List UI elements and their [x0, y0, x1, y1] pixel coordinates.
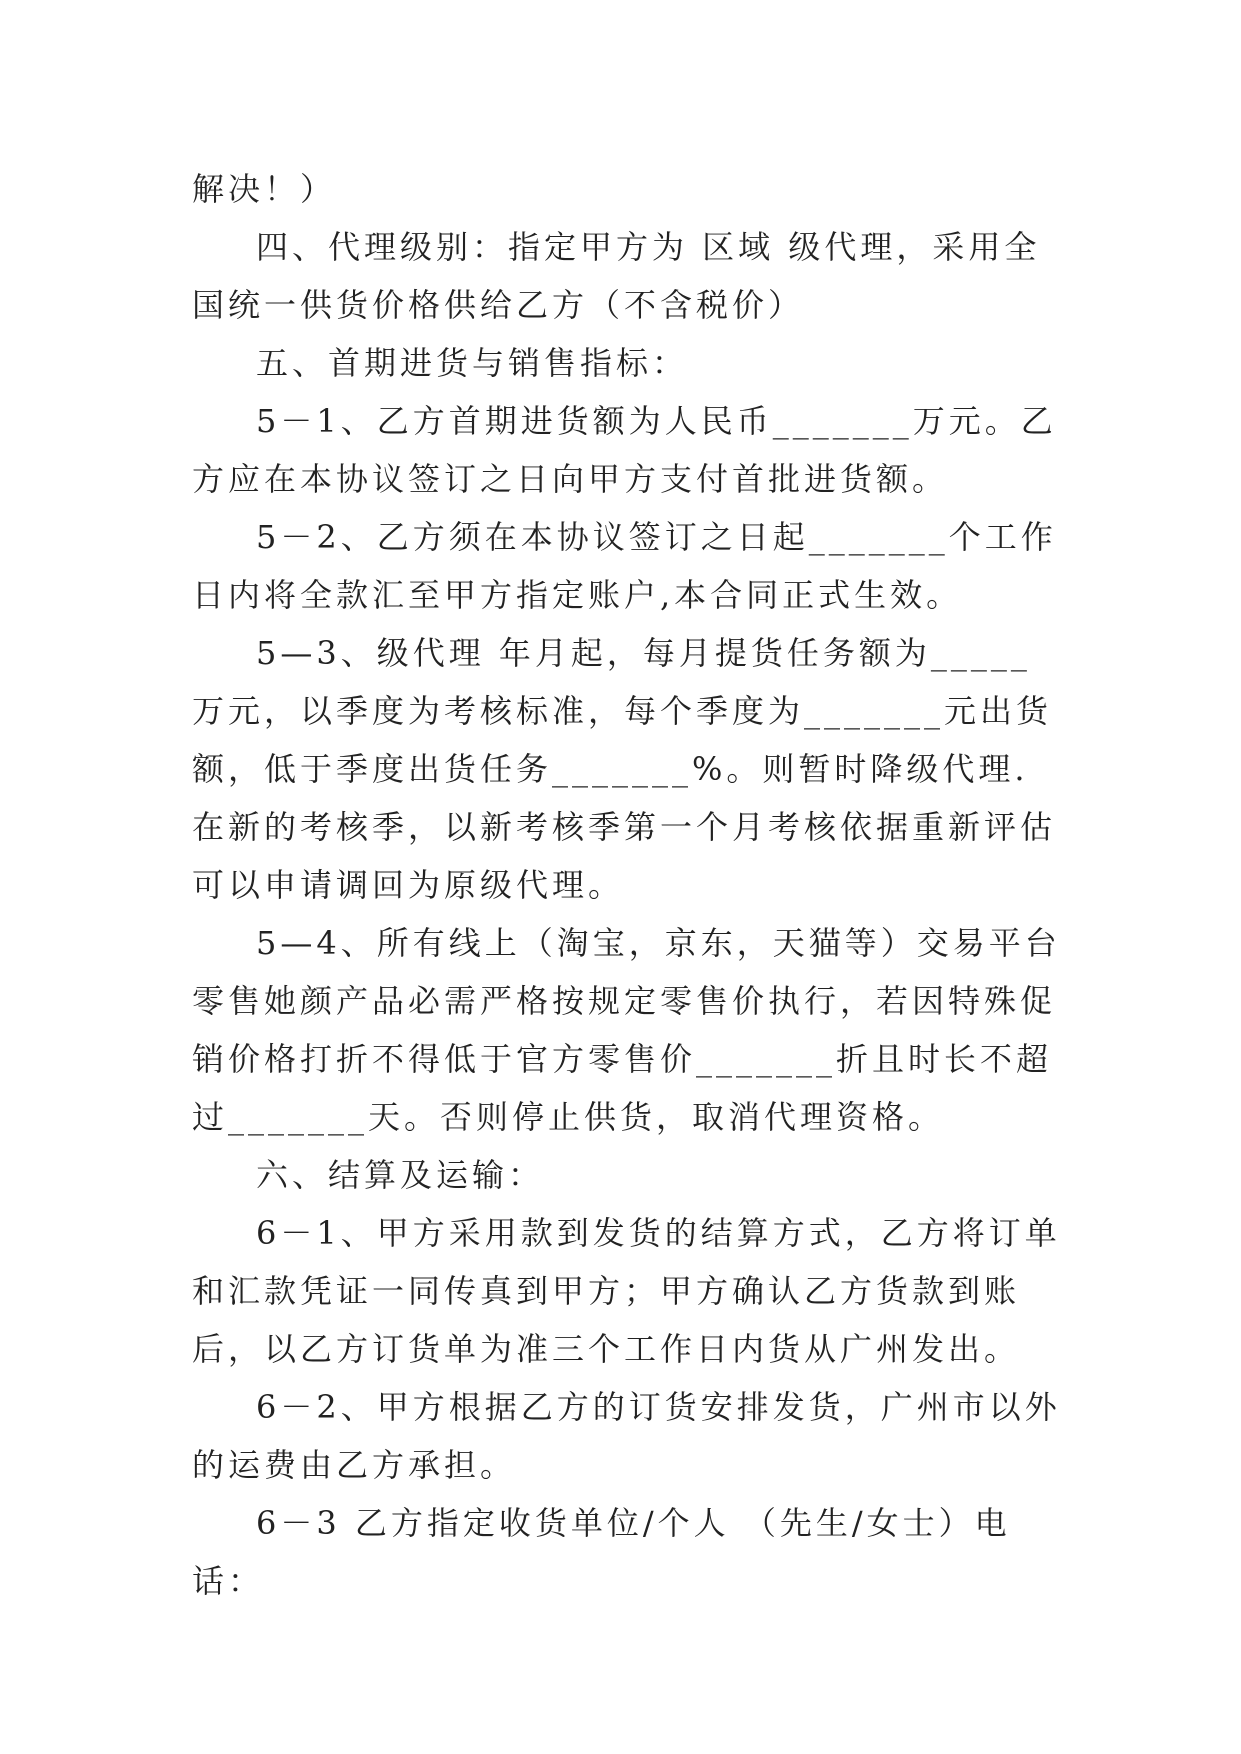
- paragraph-agency-level: 四、代理级别：指定甲方为 区域 级代理，采用全国统一供货价格供给乙方（不含税价）: [192, 228, 1041, 324]
- clause-6-1: 6－1、甲方采用款到发货的结算方式，乙方将订单和汇款凭证一同传真到甲方；甲方确认乙方货款到账后，以乙方订货单为准三个工作日内货从广州发出。: [192, 1214, 1061, 1368]
- heading-initial-purchase: 五、首期进货与销售指标：: [256, 344, 689, 382]
- clause-6-3: 6－3 乙方指定收货单位/个人 （先生/女士）电话：: [192, 1504, 1011, 1600]
- clause-5-1: 5－1、乙方首期进货额为人民币_______万元。乙方应在本协议签订之日向甲方支付首批进货额。: [192, 402, 1057, 498]
- clause-5-2: 5－2、乙方须在本协议签订之日起_______个工作日内将全款汇至甲方指定账户,本合同正式生效。: [192, 518, 1057, 614]
- clause-5-3: 5—3、级代理 年月起，每月提货任务额为_____万元，以季度为考核标准，每个季度为_______元出货额，低于季度出货任务_______%。则暂时降级代理.在新的考核季，以新考核季第一个月考核依据重新评估可以申请调回为原级代理。: [192, 634, 1057, 904]
- clause-6-2: 6－2、甲方根据乙方的订货安排发货，广州市以外的运费由乙方承担。: [192, 1388, 1061, 1484]
- heading-settlement-transport: 六、结算及运输：: [256, 1156, 545, 1194]
- document-body: [192, 160, 1062, 1610]
- paragraph-continuation: 解决！）: [192, 170, 337, 208]
- clause-5-4: 5—4、所有线上（淘宝，京东，天猫等）交易平台零售她颜产品必需严格按规定零售价执行，若因特殊促销价格打折不得低于官方零售价_______折且时长不超过_______天。否则停止供货，取消代理资格。: [192, 924, 1061, 1136]
